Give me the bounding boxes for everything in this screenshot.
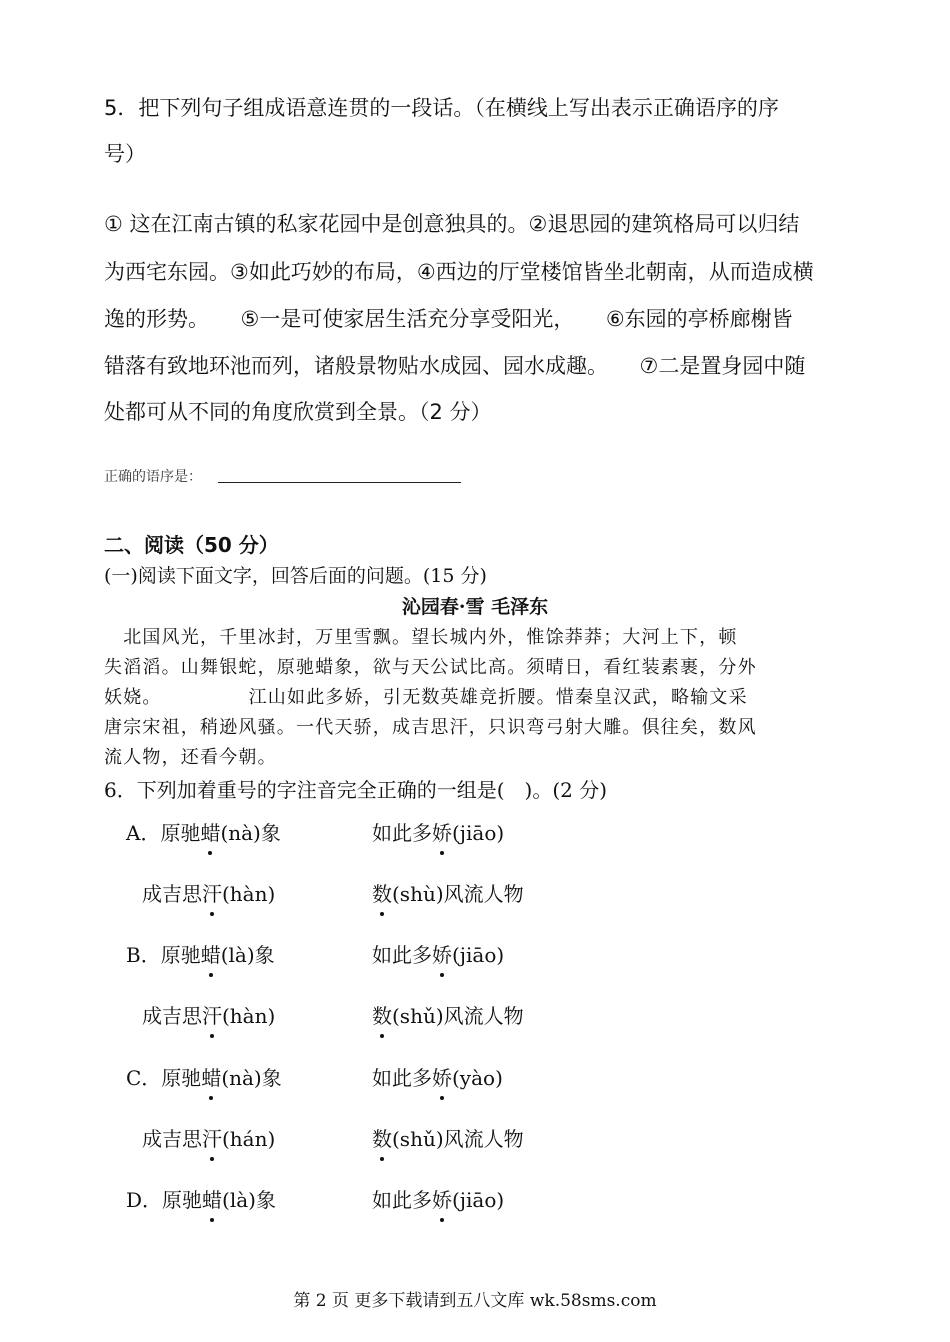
emphasized-char: 汗: [202, 1000, 222, 1029]
q5-sentence-line: 为西宅东园。③如此巧妙的布局，④西边的厅堂楼馆皆坐北朝南，从而造成横: [104, 260, 814, 284]
option-d-row1-right: [372, 1184, 504, 1213]
option-letter: C．: [126, 1066, 162, 1090]
option-text: (shǔ)风流人物: [392, 1127, 524, 1151]
option-c-row2-right: [372, 1123, 524, 1152]
emphasized-char: 数: [372, 1123, 392, 1152]
option-text: (shǔ)风流人物: [392, 1004, 524, 1028]
poem-line: 失滔滔。山舞银蛇，原驰蜡象，欲与天公试比高。须晴日，看红装素裹，分外: [104, 657, 757, 678]
option-d-row1-left: [126, 1184, 276, 1213]
option-text: (hàn): [222, 882, 276, 906]
option-letter: D．: [126, 1188, 163, 1212]
option-text: (nà)象: [220, 821, 281, 845]
page-footer: 第 2 页 更多下载请到五八文库 wk.58sms.com: [293, 1291, 657, 1311]
option-text: 原驰: [160, 943, 201, 967]
option-text: (là)象: [220, 943, 275, 967]
option-text: 如此多: [372, 1066, 432, 1090]
q5-stem-line2: 号）: [104, 142, 146, 166]
q6-stem: 6．下列加着重号的字注音完全正确的一组是( )。(2 分): [104, 778, 608, 802]
option-letter: A．: [126, 821, 161, 845]
option-a-row1-right: [372, 817, 504, 846]
emphasized-char: 娇: [432, 817, 452, 846]
option-b-row2-left: [142, 1000, 275, 1029]
emphasized-char: 蜡: [201, 1062, 221, 1091]
option-text: 原驰: [161, 1066, 202, 1090]
option-c-row1-left: [126, 1062, 282, 1091]
emphasized-char: 数: [372, 878, 392, 907]
emphasized-char: 娇: [432, 1062, 452, 1091]
option-text: (jiāo): [452, 1188, 505, 1212]
q5-sentence-line: 逸的形势。 ⑤一是可使家居生活充分享受阳光， ⑥东园的亭桥廊榭皆: [104, 307, 793, 331]
option-text: 原驰: [160, 821, 201, 845]
option-a-row2-left: [142, 878, 275, 907]
option-b-row2-right: [372, 1000, 524, 1029]
emphasized-char: 蜡: [201, 939, 221, 968]
option-text: (jiāo): [452, 943, 505, 967]
option-c-row1-right: [372, 1062, 503, 1091]
option-text: 如此多: [372, 821, 432, 845]
option-text: (nà)象: [221, 1066, 282, 1090]
option-a-row2-right: [372, 878, 524, 907]
section-heading: 二、阅读（50 分）: [104, 533, 279, 557]
emphasized-char: 蜡: [202, 1184, 222, 1213]
subsection-heading: (一)阅读下面文字，回答后面的问题。(15 分): [104, 565, 487, 587]
emphasized-char: 娇: [432, 1184, 452, 1213]
poem-line: 北国风光，千里冰封，万里雪飘。望长城内外，惟馀莽莽；大河上下，顿: [104, 627, 738, 648]
emphasized-char: 数: [372, 1000, 392, 1029]
option-text: (hàn): [222, 1004, 276, 1028]
option-b-row1-right: [372, 939, 504, 968]
q5-stem-line1: 5．把下列句子组成语意连贯的一段话。（在横线上写出表示正确语序的序: [104, 96, 779, 120]
poem-line: 流人物，还看今朝。: [104, 747, 277, 768]
poem-line: 妖娆。 江山如此多娇，引无数英雄竞折腰。惜秦皇汉武，略输文采: [104, 687, 748, 708]
option-letter: B．: [126, 943, 161, 967]
option-text: 如此多: [372, 943, 432, 967]
answer-label: 正确的语序是：: [104, 469, 202, 485]
emphasized-char: 蜡: [200, 817, 220, 846]
q5-sentence-line: 处都可从不同的角度欣赏到全景。（2 分）: [104, 400, 492, 424]
option-text: (hán): [222, 1127, 276, 1151]
emphasized-char: 汗: [202, 1123, 222, 1152]
option-text: (jiāo): [452, 821, 505, 845]
option-text: 成吉思: [142, 882, 202, 906]
option-c-row2-left: [142, 1123, 275, 1152]
option-a-row1-left: [126, 817, 281, 846]
option-text: 成吉思: [142, 1004, 202, 1028]
option-text: (là)象: [222, 1188, 276, 1212]
option-text: (shù)风流人物: [392, 882, 524, 906]
q5-sentence-line: 错落有致地环池而列，诸般景物贴水成园、园水成趣。 ⑦二是置身园中随: [104, 354, 806, 378]
option-b-row1-left: [126, 939, 275, 968]
poem-line: 唐宗宋祖，稍逊风骚。一代天骄，成吉思汗，只识弯弓射大雕。俱往矣，数风: [104, 717, 757, 738]
answer-blank-line[interactable]: [218, 482, 461, 483]
option-text: 成吉思: [142, 1127, 202, 1151]
emphasized-char: 娇: [432, 939, 452, 968]
poem-title: 沁园春·雪 毛泽东: [401, 596, 549, 618]
option-text: (yào): [452, 1066, 503, 1090]
option-text: 原驰: [162, 1188, 203, 1212]
emphasized-char: 汗: [202, 878, 222, 907]
option-text: 如此多: [372, 1188, 432, 1212]
q5-sentence-line: ① 这在江南古镇的私家花园中是创意独具的。②退思园的建筑格局可以归结: [104, 212, 800, 236]
